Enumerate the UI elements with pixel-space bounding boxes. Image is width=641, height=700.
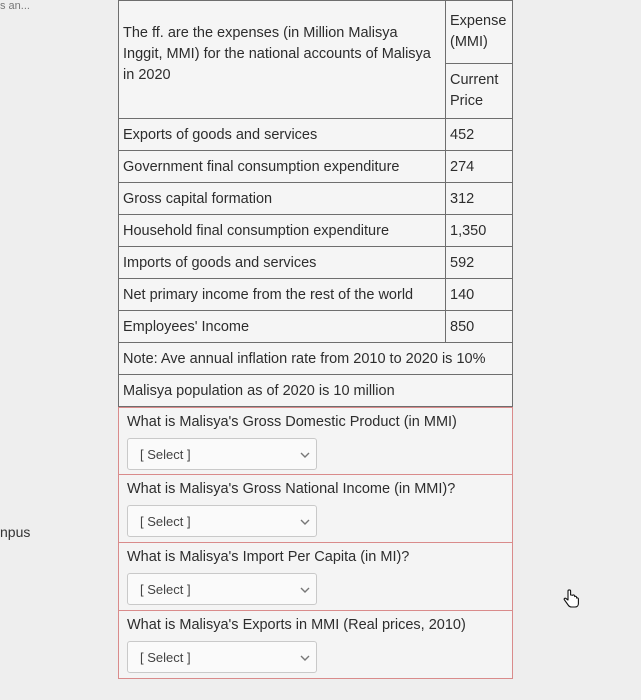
- answer-select[interactable]: [127, 438, 317, 470]
- question-import-per-capita: [118, 543, 513, 611]
- row-label: Gross capital formation: [119, 183, 446, 215]
- table-row: [119, 119, 513, 151]
- side-label-fragment: npus: [0, 524, 31, 540]
- row-label: Household final consumption expenditure: [119, 215, 446, 247]
- question-text: What is Malisya's Gross National Income (in MMI)?: [127, 481, 456, 497]
- table-row: [119, 215, 513, 247]
- question-content: [118, 0, 513, 679]
- population-note: Malisya population as of 2020 is 10 million: [119, 375, 513, 407]
- row-label: Government final consumption expenditure: [119, 151, 446, 183]
- row-value: 140: [446, 279, 513, 311]
- answer-select[interactable]: [127, 505, 317, 537]
- row-label: Imports of goods and services: [119, 247, 446, 279]
- question-text: What is Malisya's Exports in MMI (Real prices, 2010): [127, 617, 466, 633]
- row-value: 1,350: [446, 215, 513, 247]
- select-placeholder: [ Select ]: [140, 582, 191, 597]
- row-label: Employees' Income: [119, 311, 446, 343]
- question-gdp: [118, 407, 513, 475]
- table-row: [119, 151, 513, 183]
- answer-select[interactable]: [127, 573, 317, 605]
- table-header-description: The ff. are the expenses (in Million Malisya Inggit, MMI) for the national accounts of Malisya in 2020: [119, 1, 446, 119]
- question-real-exports: [118, 611, 513, 679]
- row-value: 274: [446, 151, 513, 183]
- select-placeholder: [ Select ]: [140, 514, 191, 529]
- table-row: [119, 311, 513, 343]
- row-value: 592: [446, 247, 513, 279]
- row-label: Exports of goods and services: [119, 119, 446, 151]
- national-accounts-table: [118, 0, 513, 407]
- table-header-expense: Expense (MMI): [446, 1, 513, 64]
- row-label: Net primary income from the rest of the world: [119, 279, 446, 311]
- row-value: 452: [446, 119, 513, 151]
- question-text: What is Malisya's Gross Domestic Product (in MMI): [127, 414, 457, 430]
- chevron-down-icon: [300, 518, 310, 526]
- chevron-down-icon: [300, 654, 310, 662]
- answer-select[interactable]: [127, 641, 317, 673]
- chevron-down-icon: [300, 451, 310, 459]
- row-value: 850: [446, 311, 513, 343]
- chevron-down-icon: [300, 586, 310, 594]
- inflation-note: Note: Ave annual inflation rate from 2010 to 2020 is 10%: [119, 343, 513, 375]
- table-header-current-price: Current Price: [446, 64, 513, 119]
- hand-pointer-icon: [560, 588, 582, 610]
- tab-label-fragment: s an...: [0, 0, 30, 12]
- table-row: [119, 183, 513, 215]
- table-row: [119, 279, 513, 311]
- question-text: What is Malisya's Import Per Capita (in MI)?: [127, 549, 410, 565]
- select-placeholder: [ Select ]: [140, 447, 191, 462]
- table-row: [119, 247, 513, 279]
- select-placeholder: [ Select ]: [140, 650, 191, 665]
- row-value: 312: [446, 183, 513, 215]
- question-gni: [118, 475, 513, 543]
